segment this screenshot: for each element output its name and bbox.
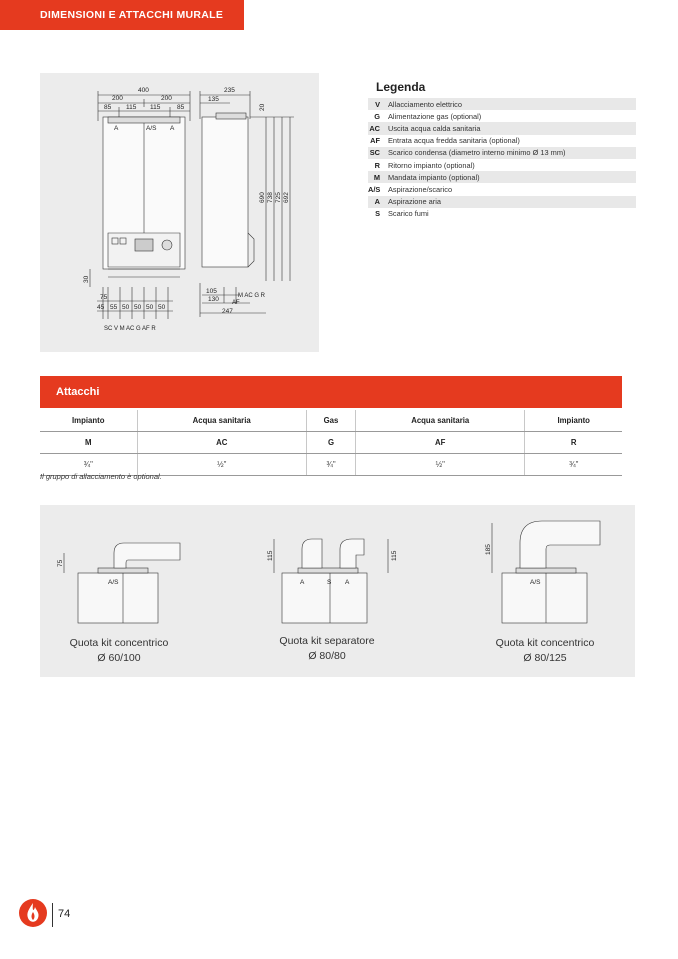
table-row xyxy=(40,410,622,432)
kit1-dim: 75 xyxy=(57,559,64,567)
dim-55: 55 xyxy=(110,304,118,311)
dim-200-right: 200 xyxy=(161,95,172,102)
legend-row xyxy=(368,98,636,110)
kit2-dim-right: 115 xyxy=(391,550,398,561)
legend-row xyxy=(368,183,636,195)
dim-30: 30 xyxy=(83,275,90,283)
kit2-dim-left: 115 xyxy=(267,550,274,561)
table-cell: ¾" xyxy=(525,454,622,476)
legend-row xyxy=(368,196,636,208)
dim-50-c: 50 xyxy=(146,304,154,311)
legend-row xyxy=(368,171,636,183)
legend-code: AF xyxy=(370,136,380,146)
legend-code: R xyxy=(374,160,380,170)
legend-code: SC xyxy=(369,148,380,158)
dim-738: 738 xyxy=(267,192,274,203)
legend-desc: Entrata acqua fredda sanitaria (optional) xyxy=(388,136,520,146)
table-header-cell: Acqua sanitaria xyxy=(137,410,306,432)
legend-desc: Scarico condensa (diametro interno minimo Ø 13 mm) xyxy=(388,148,566,158)
legend-desc: Scarico fumi xyxy=(388,209,429,219)
legend-desc: Aspirazione/scarico xyxy=(388,184,453,194)
legend-code: M xyxy=(373,172,380,182)
label-as: A/S xyxy=(146,125,157,132)
table-row xyxy=(40,432,622,454)
legend-row xyxy=(368,122,636,134)
page-divider xyxy=(52,903,53,927)
dim-135: 135 xyxy=(208,96,219,103)
table-cell: ¾" xyxy=(40,454,137,476)
dim-85-left: 85 xyxy=(104,104,112,111)
kit3-label: A/S xyxy=(530,579,541,586)
table-cell: M xyxy=(40,432,137,454)
dim-50-b: 50 xyxy=(134,304,142,311)
table-header-cell: Impianto xyxy=(525,410,622,432)
dim-115-right: 115 xyxy=(150,104,161,111)
label-a-left: A xyxy=(114,125,119,132)
kit1-caption-line2: Ø 60/100 xyxy=(97,652,141,664)
dim-690: 690 xyxy=(259,192,266,203)
dim-105: 105 xyxy=(206,288,217,295)
legend-code: V xyxy=(375,99,380,109)
legend-code: AC xyxy=(369,123,380,133)
kit2-caption xyxy=(262,634,392,664)
attacchi-header xyxy=(40,376,622,408)
legend-desc: Allacciamento elettrico xyxy=(388,99,462,109)
dim-85-right: 85 xyxy=(177,104,185,111)
dim-115-left: 115 xyxy=(126,104,137,111)
legend-title: Legenda xyxy=(376,80,426,94)
table-header-cell: Impianto xyxy=(40,410,137,432)
kit3-caption-line1: Quota kit concentrico xyxy=(495,637,595,649)
legend-desc: Aspirazione aria xyxy=(388,197,441,207)
dim-400: 400 xyxy=(138,87,149,94)
dim-50-d: 50 xyxy=(158,304,166,311)
label-side-af: AF xyxy=(232,300,240,306)
table-cell: ½" xyxy=(356,454,525,476)
kit2-label-s: S xyxy=(327,579,332,586)
attacchi-title: Attacchi xyxy=(56,386,100,398)
kit2-caption-line2: Ø 80/80 xyxy=(308,650,346,662)
table-cell: G xyxy=(306,432,355,454)
page-number: 74 xyxy=(58,908,71,920)
legend-row xyxy=(368,110,636,122)
boiler-drawing-svg xyxy=(40,73,319,352)
dim-247: 247 xyxy=(222,308,233,315)
table-cell: ¾" xyxy=(306,454,355,476)
kit1-caption xyxy=(58,636,180,666)
table-cell: R xyxy=(525,432,622,454)
legend-desc: Mandata impianto (optional) xyxy=(388,172,480,182)
dim-45: 45 xyxy=(97,304,105,311)
kit3-dim: 185 xyxy=(485,544,492,555)
kit-panel xyxy=(40,505,635,677)
section-title: DIMENSIONI E ATTACCHI MURALE xyxy=(40,9,224,21)
dim-75: 75 xyxy=(100,294,108,301)
attacchi-note: Il gruppo di allacciamento è optional. xyxy=(40,472,162,481)
kit2-label-a1: A xyxy=(300,579,305,586)
legend-row xyxy=(368,147,636,159)
legend-desc: Alimentazione gas (optional) xyxy=(388,111,482,121)
legend-code: S xyxy=(375,209,380,219)
legend-desc: Uscita acqua calda sanitaria xyxy=(388,123,481,133)
legend-row xyxy=(368,159,636,171)
kit2-caption-line1: Quota kit separatore xyxy=(279,635,375,647)
label-bottom-codes: SC V M AC G AF R xyxy=(104,326,156,332)
legend-code: A/S xyxy=(368,184,381,194)
legend-list xyxy=(368,98,636,220)
brand-flame-icon xyxy=(18,898,48,933)
kit1-label: A/S xyxy=(108,579,119,586)
table-cell: AC xyxy=(137,432,306,454)
dimension-drawing xyxy=(40,73,319,352)
table-cell: ½" xyxy=(137,454,306,476)
legend-row xyxy=(368,135,636,147)
dim-130: 130 xyxy=(208,296,219,303)
dim-725: 725 xyxy=(275,192,282,203)
label-side-codes: M AC G R xyxy=(238,293,266,299)
legend-desc: Ritorno impianto (optional) xyxy=(388,160,475,170)
table-cell: AF xyxy=(356,432,525,454)
kit3-caption-line2: Ø 80/125 xyxy=(523,652,567,664)
kit1-caption-line1: Quota kit concentrico xyxy=(69,637,169,649)
kit2-label-a2: A xyxy=(345,579,350,586)
table-header-cell: Gas xyxy=(306,410,355,432)
dim-50-a: 50 xyxy=(122,304,130,311)
dim-235: 235 xyxy=(224,87,235,94)
legend-row xyxy=(368,208,636,220)
section-header-tag xyxy=(0,0,244,30)
legend-code: G xyxy=(374,111,380,121)
kit3-caption xyxy=(482,636,608,666)
dim-20: 20 xyxy=(259,103,266,111)
table-header-cell: Acqua sanitaria xyxy=(356,410,525,432)
label-a-right: A xyxy=(170,125,175,132)
dim-200-left: 200 xyxy=(112,95,123,102)
dim-692: 692 xyxy=(283,192,290,203)
legend xyxy=(368,80,636,220)
legend-code: A xyxy=(374,197,380,207)
attacchi-table xyxy=(40,410,622,476)
